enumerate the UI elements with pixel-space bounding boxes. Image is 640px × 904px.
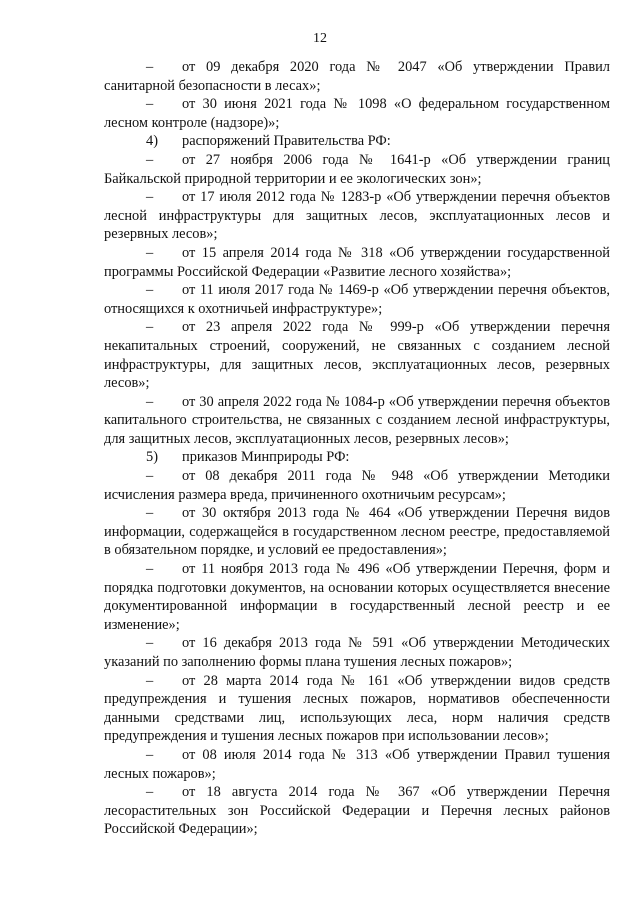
list-item — [104, 393, 610, 449]
list-item — [104, 58, 610, 95]
document-body — [104, 58, 610, 839]
list-item — [104, 132, 610, 151]
list-item — [104, 95, 610, 132]
list-item — [104, 783, 610, 839]
list-item — [104, 318, 610, 392]
list-item-text: приказов Минприроды РФ: — [182, 449, 350, 466]
list-item — [104, 244, 610, 281]
list-dash-marker: – — [146, 59, 154, 75]
list-item — [104, 746, 610, 783]
list-item — [104, 467, 610, 504]
list-item-text: от 09 декабря 2020 года № 2047 «Об утверждении Правил санитарной безопасности в лесах»; — [104, 59, 610, 94]
list-dash-marker: – — [146, 784, 154, 801]
list-item — [104, 281, 610, 318]
list-dash-marker: – — [146, 244, 154, 261]
list-item-text: распоряжений Правительства РФ: — [182, 133, 391, 150]
list-dash-marker: – — [146, 282, 154, 299]
list-item-text: от 27 ноября 2006 года № 1641-р «Об утверждении границ Байкальской природной территории и ее экологических зон»; — [104, 151, 610, 187]
list-item-text: от 08 июля 2014 года № 313 «Об утверждении Правил тушения лесных пожаров»; — [104, 746, 610, 782]
list-item-text: от 17 июля 2012 года № 1283-р «Об утверждении перечня объектов лесной инфраструктуры для защитных лесов, эксплуатационных лесов и резервных лесов»; — [104, 189, 610, 243]
page-number: 12 — [313, 31, 327, 46]
list-item — [104, 151, 610, 188]
list-item-text: от 30 октября 2013 года № 464 «Об утверждении Перечня видов информации, содержащейся в государственном лесном реестре, предоставляемой в обязательном порядке, и условий ее предоставления»; — [104, 505, 610, 559]
list-dash-marker: – — [146, 505, 154, 522]
list-item — [104, 188, 610, 244]
list-item-text: от 15 апреля 2014 года № 318 «Об утверждении государственной программы Российской Федерации «Развитие лесного хозяйства»; — [104, 244, 610, 280]
list-dash-marker: – — [146, 319, 154, 336]
list-number-marker: 4) — [146, 133, 158, 150]
list-dash-marker: – — [146, 151, 154, 168]
list-item-text: от 28 марта 2014 года № 161 «Об утверждении видов средств предупреждения и тушения лесных пожаров, нормативов обеспеченности данными средствами лиц, использующих леса, норм наличия средств предупреждения и тушения лесных пожаров при использовании лесов»; — [104, 672, 610, 745]
list-dash-marker: – — [146, 635, 154, 652]
list-item-text: от 11 июля 2017 года № 1469-р «Об утверждении перечня объектов, относящихся к охотничьей инфраструктуре»; — [104, 282, 610, 317]
list-dash-marker: – — [146, 189, 154, 206]
list-item — [104, 560, 610, 634]
list-item-text: от 30 апреля 2022 года № 1084-р «Об утверждении перечня объектов капитального строительства, не связанных с созданием лесной инфраструктуры, для защитных лесов, эксплуатационных лесов, резервных лесов»; — [104, 393, 610, 447]
list-dash-marker: – — [146, 672, 154, 689]
list-item — [104, 448, 610, 467]
list-number-marker: 5) — [146, 449, 158, 466]
list-item-text: от 16 декабря 2013 года № 591 «Об утверждении Методических указаний по заполнению формы плана тушения лесных пожаров»; — [104, 635, 610, 670]
list-dash-marker: – — [146, 96, 154, 113]
list-item-text: от 08 декабря 2011 года № 948 «Об утверждении Методики исчисления размера вреда, причиненного охотничьим ресурсам»; — [104, 468, 610, 503]
list-dash-marker: – — [146, 393, 154, 410]
list-item — [104, 634, 610, 671]
list-dash-marker: – — [146, 746, 154, 763]
list-item-text: от 11 ноября 2013 года № 496 «Об утверждении Перечня, форм и порядка подготовки документов, на основании которых осуществляется внесение документированной информации в государственный лесной реестр и ее изменение»; — [104, 561, 610, 633]
list-dash-marker: – — [146, 561, 154, 578]
list-item — [104, 672, 610, 746]
list-item-text: от 18 августа 2014 года № 367 «Об утверждении Перечня лесорастительных зон Российской Федерации и Перечня лесных районов Российской Федерации»; — [104, 784, 610, 838]
list-item-text: от 23 апреля 2022 года № 999-р «Об утверждении перечня некапитальных строений, сооружений, не связанных с созданием лесной инфраструктуры, для защитных лесов, эксплуатационных лесов, резервных лесов»; — [104, 319, 610, 392]
list-item-text: от 30 июня 2021 года № 1098 «О федеральном государственном лесном контроле (надзоре)»; — [104, 96, 610, 131]
list-dash-marker: – — [146, 468, 154, 485]
list-item — [104, 504, 610, 560]
